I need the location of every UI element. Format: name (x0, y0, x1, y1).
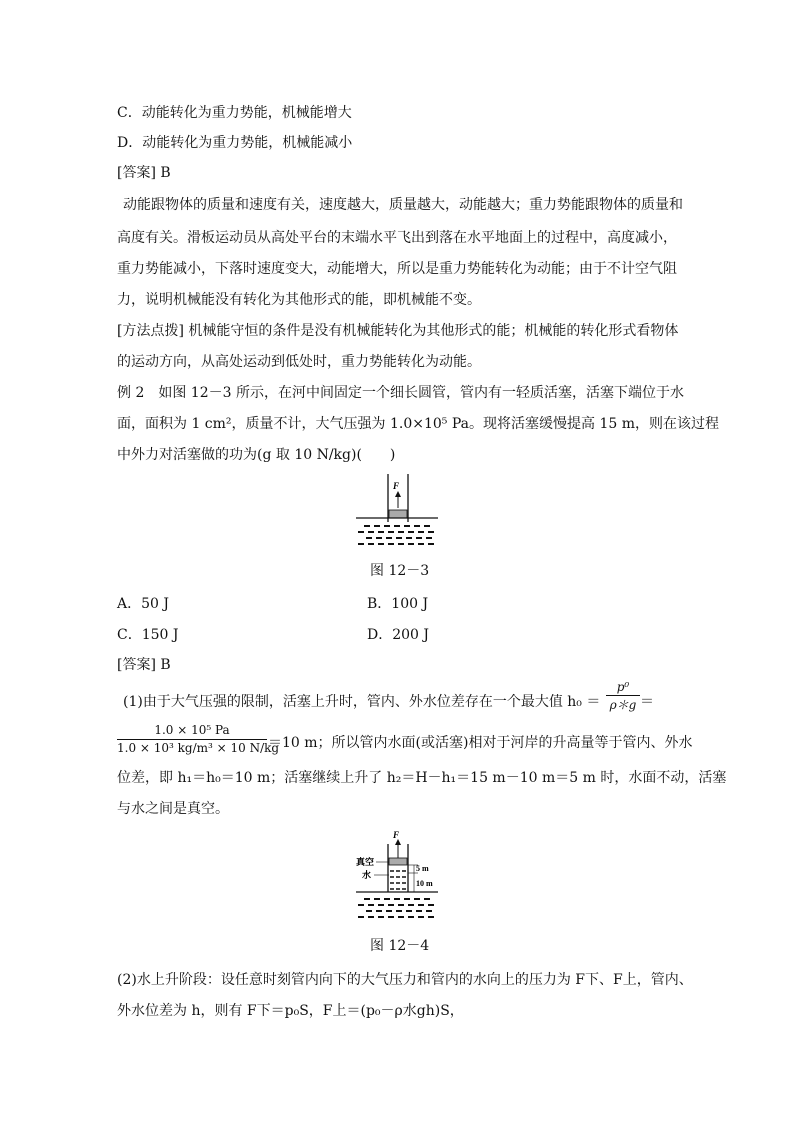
figure-12-4-caption: 图 12－4 (370, 938, 430, 954)
example2-line-2: 面，面积为 1 cm²，质量不计，大气压强为 1.0×10⁵ Pa。现将活塞缓慢提高 15 m，则在该过程 (117, 416, 719, 432)
explanation-line-1: 动能跟物体的质量和速度有关，速度越大，质量越大，动能越大；重力势能跟物体的质量和 (123, 197, 683, 213)
solution-2-line-1: (2)水上升阶段：设任意时刻管内向下的大气压力和管内的水向上的压力为 F下、F上，管内、 (117, 972, 693, 988)
answer-label-2: [答案] B (117, 657, 171, 673)
option-b: B．100 J (367, 596, 429, 612)
fraction-1-denominator: ρ＊g (609, 698, 637, 712)
option-c: C．150 J (117, 627, 179, 643)
option-d: D．200 J (367, 627, 430, 643)
solution-2-line-2: 外水位差为 h，则有 F下＝p₀S，F上＝(p₀－ρ水gh)S， (117, 1003, 464, 1019)
force-label: F (393, 481, 400, 491)
example2-line-3: 中外力对活塞做的功为(g 取 10 N/kg)( ) (117, 447, 396, 463)
option-d-line: D．动能转化为重力势能，机械能减小 (117, 135, 353, 151)
fraction-1 (606, 680, 640, 713)
figure-12-3-caption: 图 12－3 (370, 563, 430, 579)
fraction-2-numerator: 1.0 × 10⁵ Pa (117, 723, 267, 740)
solution-line-2: ＝10 m；所以管内水面(或活塞)相对于河岸的升高量等于管内、外水 (268, 735, 693, 751)
piston (389, 510, 407, 518)
dimension-upper: 5 m (416, 864, 429, 873)
answer-label: [答案] B (117, 165, 171, 181)
fraction-2 (117, 723, 280, 755)
explanation-line-2: 高度有关。滑板运动员从高处平台的末端水平飞出到落在水平地面上的过程中，高度减小， (117, 230, 677, 246)
figure-12-3 (352, 474, 442, 552)
option-a: A．50 J (117, 596, 169, 612)
force-label-2: F (393, 830, 400, 840)
fraction-2-denominator: 1.0 × 10³ kg/m³ × 10 N/kg (117, 741, 280, 755)
fraction-1-numerator: p⁰ (606, 680, 640, 696)
example2-line-1: 例 2 如图 12－3 所示，在河中间固定一个细长圆管，管内有一轻质活塞，活塞下端位于水 (117, 385, 684, 401)
explanation-line-3: 重力势能减小，下落时速度变大，动能增大，所以是重力势能转化为动能；由于不计空气阻 (117, 261, 677, 277)
vacuum-label: 真空 (356, 858, 375, 868)
water-label: 水 (362, 871, 372, 881)
piston-2 (389, 858, 407, 865)
solution-line-3: 位差，即 h₁＝h₀＝10 m；活塞继续上升了 h₂＝H－h₁＝15 m－10 m＝5 m 时，水面不动，活塞 (117, 770, 727, 786)
figure-12-4 (352, 830, 442, 922)
explanation-line-4: 力，说明机械能没有转化为其他形式的能，即机械能不变。 (117, 292, 481, 308)
option-c-line: C．动能转化为重力势能，机械能增大 (117, 105, 352, 121)
dimension-lower: 10 m (416, 879, 433, 888)
equals-sign: ＝ (640, 694, 654, 710)
solution-line-4: 与水之间是真空。 (117, 801, 229, 817)
method-tip-line-1: [方法点拨] 机械能守恒的条件是没有机械能转化为其他形式的能；机械能的转化形式看物体 (117, 323, 679, 339)
method-tip-line-2: 的运动方向，从高处运动到低处时，重力势能转化为动能。 (117, 354, 481, 370)
solution-line-1: (1)由于大气压强的限制，活塞上升时，管内、外水位差存在一个最大值 h₀ ＝ (123, 694, 601, 710)
